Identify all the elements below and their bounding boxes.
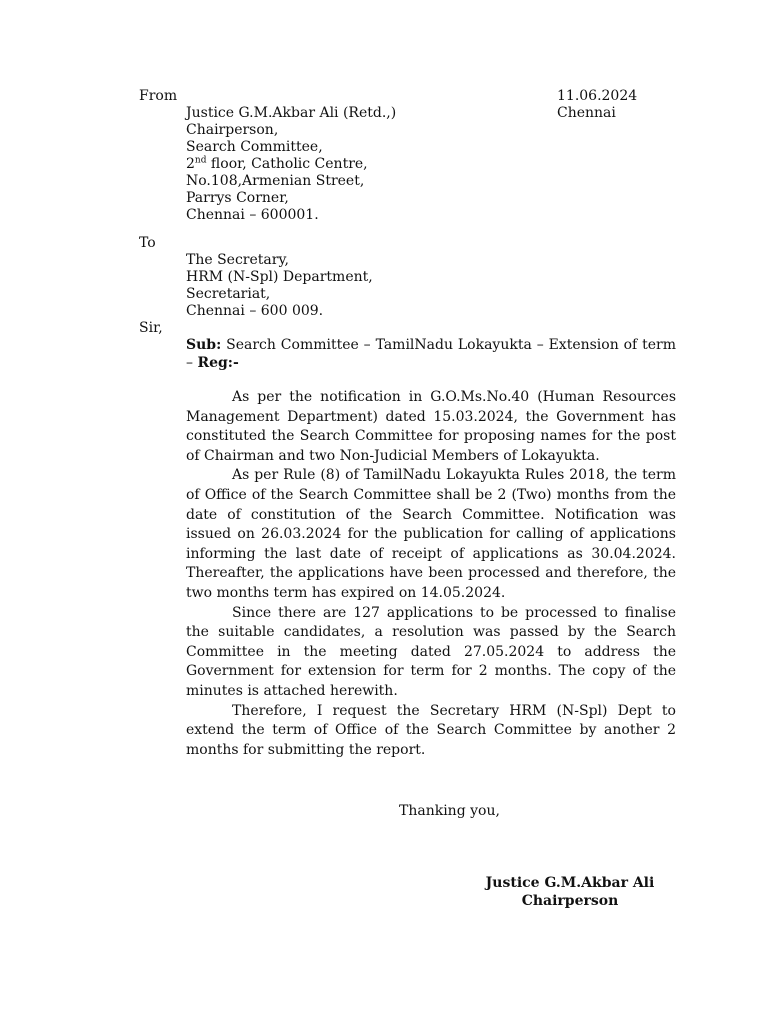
body-paragraph: Therefore, I request the Secretary HRM (N-Spl) Dept to extend the term of Office of the Search Committee by another 2 months for submitting the report. xyxy=(186,702,676,758)
signature-block xyxy=(470,874,670,910)
recipient-department: HRM (N-Spl) Department, xyxy=(186,269,373,285)
floor-number: 2 xyxy=(186,156,195,172)
subject-text: Search Committee – TamilNadu Lokayukta – Extension of term – xyxy=(186,337,676,371)
subject-label: Sub: xyxy=(186,337,222,353)
recipient-address xyxy=(186,252,373,320)
sender-address xyxy=(186,105,396,224)
letter-body xyxy=(186,388,676,760)
to-label: To xyxy=(139,235,156,251)
sender-name: Justice G.M.Akbar Ali (Retd.,) xyxy=(186,105,397,121)
signature-designation: Chairperson xyxy=(521,893,619,909)
recipient-office: Secretariat, xyxy=(186,286,271,302)
subject-reg: Reg:- xyxy=(197,355,239,371)
from-label: From xyxy=(139,88,178,104)
sender-area: Parrys Corner, xyxy=(186,190,289,206)
floor-suffix: nd xyxy=(194,155,207,166)
floor-rest: floor, Catholic Centre, xyxy=(206,156,368,172)
signature-name: Justice G.M.Akbar Ali xyxy=(485,875,655,891)
recipient-title: The Secretary, xyxy=(186,252,289,268)
letter-place: Chennai xyxy=(557,105,616,121)
closing-line: Thanking you, xyxy=(399,803,500,819)
salutation: Sir, xyxy=(139,320,163,336)
sender-floor xyxy=(186,156,396,173)
sender-street: No.108,Armenian Street, xyxy=(186,173,365,189)
sender-designation: Chairperson, xyxy=(186,122,279,138)
body-paragraph: As per the notification in G.O.Ms.No.40 (Human Resources Management Department) dated 15.03.2024, the Government has constituted the Search Committee for proposing names for the post of Chairman and two Non-Judicial Members of Lokayukta. xyxy=(186,389,676,464)
letter-date: 11.06.2024 xyxy=(557,88,638,104)
body-paragraph: As per Rule (8) of TamilNadu Lokayukta Rules 2018, the term of Office of the Search Committee shall be 2 (Two) months from the date of constitution of the Search Committee. Notification was issued on 26.03.2024 for the publication for calling of applications informing the last date of receipt of applications as 30.04.2024. Thereafter, the applications have been processed and therefore, the two months term has expired on 14.05.2024. xyxy=(186,467,676,601)
body-paragraph: Since there are 127 applications to be processed to finalise the suitable candidates, a resolution was passed by the Search Committee in the meeting dated 27.05.2024 to address the Government for extension for term for 2 months. The copy of the minutes is attached herewith. xyxy=(186,604,676,699)
sender-city: Chennai – 600001. xyxy=(186,207,319,223)
recipient-city: Chennai – 600 009. xyxy=(186,303,324,319)
subject-line xyxy=(186,336,676,372)
sender-body: Search Committee, xyxy=(186,139,323,155)
